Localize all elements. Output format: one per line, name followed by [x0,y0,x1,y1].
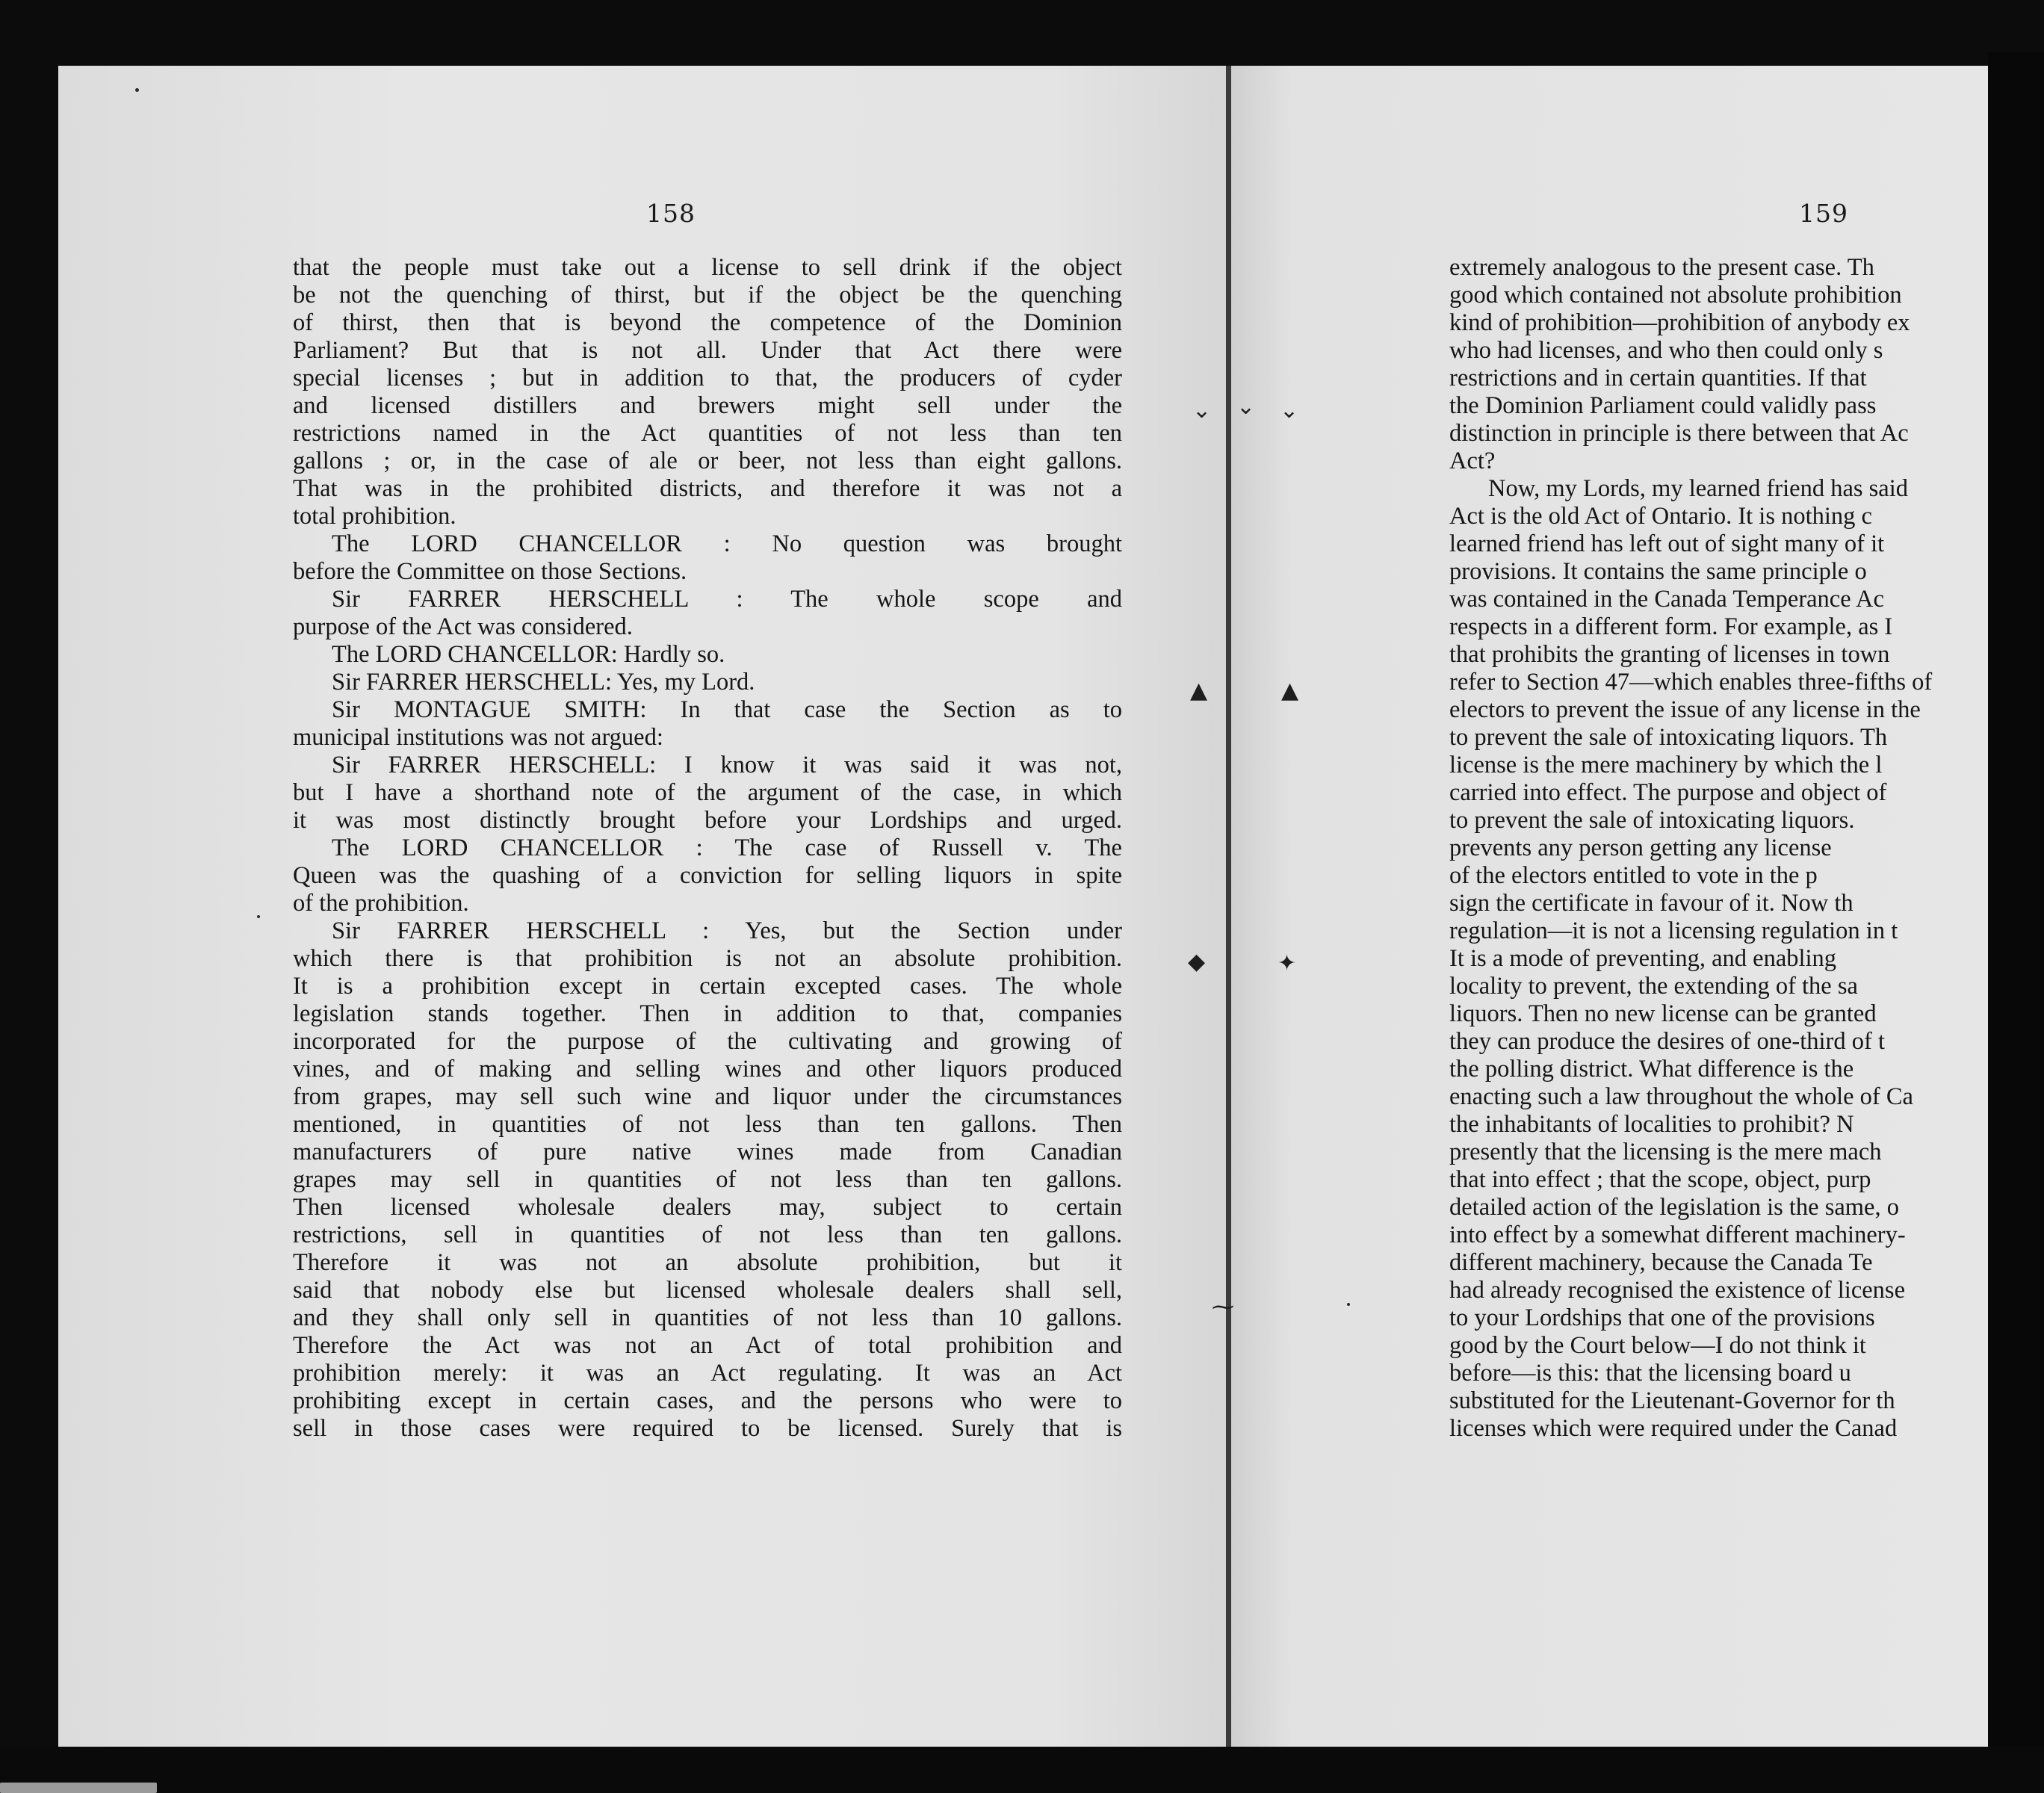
text-line: licenses which were required under the Canad [1449,1415,1898,1442]
scan-edge [0,1747,2044,1793]
text-line: kind of prohibition—prohibition of anybody ex [1449,309,1910,336]
text-line: That was in the prohibited districts, and therefore it was not a [293,475,1122,502]
text-line: that prohibits the granting of licenses in town [1449,641,1890,668]
text-line: refer to Section 47—which enables three-fifths of [1449,669,1933,696]
text-line: respects in a different form. For example, as I [1449,613,1893,640]
page-text [293,254,1122,1443]
page-number: 158 [646,199,696,228]
text-line: prevents any person getting any license [1449,834,1832,861]
text-line: legislation stands together. Then in addition to that, companies [293,1000,1122,1027]
text-line: prohibition merely: it was an Act regulating. It was an Act [293,1360,1122,1387]
text-line: manufacturers of pure native wines made from Canadian [293,1139,1122,1165]
text-line: Sir FARRER HERSCHELL : Yes, but the Section under [332,917,1122,944]
page-text [1449,254,1988,1443]
text-line: and licensed distillers and brewers might sell under the [293,392,1122,419]
text-line: Sir MONTAGUE SMITH: In that case the Section as to [332,696,1122,723]
text-line: from grapes, may sell such wine and liquor under the circumstances [293,1083,1122,1110]
text-line: restrictions named in the Act quantities of not less than ten [293,420,1122,447]
binding-hole-mark: ▲ [1190,678,1208,704]
text-line: different machinery, because the Canada Te [1449,1249,1873,1276]
binding-hole-mark: ⌄ [1192,397,1212,424]
text-line: and they shall only sell in quantities of not less than 10 gallons. [293,1304,1122,1331]
text-line: carried into effect. The purpose and object of [1449,779,1887,806]
text-line: extremely analogous to the present case. Th [1449,254,1874,281]
text-line: incorporated for the purpose of the cultivating and growing of [293,1028,1122,1055]
text-line: gallons ; or, in the case of ale or beer, not less than eight gallons. [293,448,1122,474]
text-line: good by the Court below—I do not think it [1449,1332,1866,1359]
text-line: be not the quenching of thirst, but if the object be the quenching [293,282,1122,309]
text-line: Sir FARRER HERSCHELL: Yes, my Lord. [332,669,755,696]
text-line: liquors. Then no new license can be granted [1449,1000,1877,1027]
text-line: substituted for the Lieutenant-Governor for th [1449,1387,1895,1414]
text-line: provisions. It contains the same principle o [1449,558,1867,585]
text-line: regulation—it is not a licensing regulation in t [1449,917,1898,944]
text-line: special licenses ; but in addition to that, the producers of cyder [293,365,1122,391]
text-line: the polling district. What difference is the [1449,1056,1854,1083]
text-line: locality to prevent, the extending of the sa [1449,973,1858,1000]
text-line: sign the certificate in favour of it. Now th [1449,890,1853,917]
text-line: learned friend has left out of sight many of it [1449,530,1885,557]
text-line: it was most distinctly brought before your Lordships and urged. [293,807,1122,834]
scan-edge [1988,52,2044,1793]
text-line: of thirst, then that is beyond the competence of the Dominion [293,309,1122,336]
text-line: which there is that prohibition is not an absolute prohibition. [293,945,1122,972]
text-line: Then licensed wholesale dealers may, subject to certain [293,1194,1122,1221]
text-line: to your Lordships that one of the provisions [1449,1304,1875,1331]
text-line: who had licenses, and who then could only s [1449,337,1883,364]
paper-speck [257,915,260,918]
text-line: license is the mere machinery by which the l [1449,752,1883,778]
binding-hole-mark: ⌄ [1236,394,1256,420]
right-page [1231,66,1988,1747]
text-line: that the people must take out a license to sell drink if the object [293,254,1122,281]
text-line: municipal institutions was not argued: [293,724,663,751]
text-line: restrictions, sell in quantities of not less than ten gallons. [293,1221,1122,1248]
text-line: Sir FARRER HERSCHELL: I know it was said it was not, [332,752,1122,778]
text-line: restrictions and in certain quantities. If that [1449,365,1867,391]
text-line: It is a prohibition except in certain excepted cases. The whole [293,973,1122,1000]
text-line: It is a mode of preventing, and enabling [1449,945,1837,972]
text-line: that into effect ; that the scope, object, purp [1449,1166,1871,1193]
text-line: electors to prevent the issue of any license in the [1449,696,1921,723]
text-line: enacting such a law throughout the whole of Ca [1449,1083,1913,1110]
text-line: The LORD CHANCELLOR : The case of Russell v. The [332,834,1122,861]
text-line: Act is the old Act of Ontario. It is nothing c [1449,503,1872,530]
text-line: purpose of the Act was considered. [293,613,633,640]
text-line: they can produce the desires of one-third of t [1449,1028,1885,1055]
text-line: said that nobody else but licensed wholesale dealers shall sell, [293,1277,1122,1304]
binding-hole-mark: ◆ [1188,949,1206,975]
text-line: distinction in principle is there between that Ac [1449,420,1909,447]
binding-hole-mark: ⌄ [1280,397,1299,424]
text-line: to prevent the sale of intoxicating liquors. [1449,807,1855,834]
binding-hole-mark: ⁓ [1212,1294,1234,1320]
text-line: was contained in the Canada Temperance Ac [1449,586,1884,613]
text-line: The LORD CHANCELLOR : No question was brought [332,530,1122,557]
left-page [58,66,1226,1747]
text-line: Sir FARRER HERSCHELL : The whole scope and [332,586,1122,613]
text-line: Act? [1449,448,1496,474]
text-line: vines, and of making and selling wines and other liquors produced [293,1056,1122,1083]
scan-corner-mark [0,1783,157,1793]
text-line: Therefore the Act was not an Act of total prohibition and [293,1332,1122,1359]
text-line: The LORD CHANCELLOR: Hardly so. [332,641,725,668]
text-line: the inhabitants of localities to prohibit? N [1449,1111,1854,1138]
text-line: of the prohibition. [293,890,469,917]
paper-speck [1347,1303,1350,1306]
text-line: before the Committee on those Sections. [293,558,687,585]
text-line: good which contained not absolute prohibition [1449,282,1902,309]
text-line: mentioned, in quantities of not less than ten gallons. Then [293,1111,1122,1138]
text-line: detailed action of the legislation is the same, o [1449,1194,1899,1221]
text-line: Queen was the quashing of a conviction for selling liquors in spite [293,862,1122,889]
book-gutter [1226,66,1231,1747]
text-line: total prohibition. [293,503,456,530]
text-line: to prevent the sale of intoxicating liquors. Th [1449,724,1888,751]
paper-speck [135,88,139,92]
text-line: Therefore it was not an absolute prohibition, but it [293,1249,1122,1276]
text-line: prohibiting except in certain cases, and the persons who were to [293,1387,1122,1414]
text-line: Parliament? But that is not all. Under that Act there were [293,337,1122,364]
text-line: presently that the licensing is the mere mach [1449,1139,1882,1165]
text-line: grapes may sell in quantities of not less than ten gallons. [293,1166,1122,1193]
binding-hole-mark: ✦ [1278,950,1297,976]
text-line: had already recognised the existence of license [1449,1277,1905,1304]
text-line: but I have a shorthand note of the argument of the case, in which [293,779,1122,806]
text-line: sell in those cases were required to be licensed. Surely that is [293,1415,1122,1442]
text-line: the Dominion Parliament could validly pass [1449,392,1877,419]
text-line: Now, my Lords, my learned friend has said [1488,475,1908,502]
page-number: 159 [1799,199,1848,228]
text-line: of the electors entitled to vote in the p [1449,862,1818,889]
text-line: before—is this: that the licensing board u [1449,1360,1851,1387]
binding-hole-mark: ▲ [1281,678,1299,704]
text-line: into effect by a somewhat different machinery- [1449,1221,1906,1248]
